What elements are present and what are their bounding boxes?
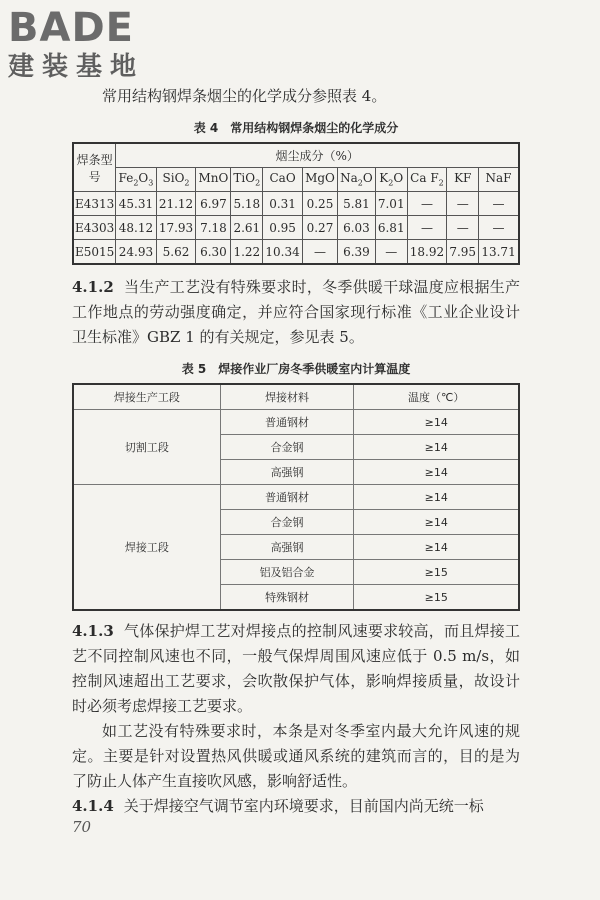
formula-sub: 2: [357, 178, 363, 188]
formula-sub: 2: [184, 178, 190, 188]
formula-sub: 2: [388, 178, 394, 188]
table4-col-header: [196, 168, 231, 192]
formula-part: KF: [454, 171, 472, 186]
table5-col-header: 温度（℃）: [354, 384, 519, 410]
section-4-1-2: [72, 275, 520, 350]
table-cell: 2.61: [231, 216, 263, 240]
table-cell: E5015: [73, 240, 116, 265]
section-number: 4.1.3: [72, 622, 114, 640]
table-cell: 17.93: [156, 216, 196, 240]
table-cell: 0.27: [302, 216, 337, 240]
logo-wordmark: BADE: [8, 5, 134, 51]
table5-header-row: [73, 384, 519, 410]
site-logo: [8, 6, 178, 82]
table-cell: 普通钢材: [220, 410, 354, 435]
formula-part: O: [393, 171, 404, 186]
formula-part: MgO: [305, 171, 335, 186]
table4-subheader-row: [73, 168, 519, 192]
table4-col-header: [337, 168, 375, 192]
table-row: [73, 485, 519, 510]
table4-col-header: [407, 168, 447, 192]
table-cell: 10.34: [263, 240, 303, 265]
section-text: 气体保护焊工艺对焊接点的控制风速要求较高，而且焊接工艺不同控制风速也不同，一般气保焊周围风速应低于 0.5 m/s，如控制风速超出工艺要求，会吹散保护气体，影响焊接质量，故设计时必须考虑焊接工艺要求。: [72, 622, 520, 715]
table4-col-header: [302, 168, 337, 192]
table-cell: 合金钢: [220, 435, 354, 460]
formula-part: TiO: [233, 171, 256, 186]
table-cell: 0.31: [263, 192, 303, 216]
section-4-1-3-para2: 如工艺没有特殊要求时，本条是对冬季室内最大允许风速的规定。主要是针对设置热风供暖或通风系统的建筑而言的，目的是为了防止人体产生直接吹风感，影响舒适性。: [72, 722, 520, 790]
table-cell: —: [479, 216, 519, 240]
table-cell: 5.62: [156, 240, 196, 265]
table4-caption: 表 4 常用结构钢焊条烟尘的化学成分: [193, 121, 399, 135]
table-cell: ≥14: [354, 410, 519, 435]
intro-paragraph: 常用结构钢焊条烟尘的化学成分参照表 4。: [102, 87, 387, 105]
table5-col-header: 焊接生产工段: [73, 384, 220, 410]
section-text: 关于焊接空气调节室内环境要求，目前国内尚无统一标: [123, 797, 484, 815]
section-4-1-4: [72, 794, 520, 819]
formula-sub: 3: [148, 178, 154, 188]
table-cell: ≥14: [354, 535, 519, 560]
page-number: 70: [72, 818, 92, 836]
table-cell: 48.12: [116, 216, 156, 240]
table-cell: 铝及铝合金: [220, 560, 354, 585]
section-number: 4.1.2: [72, 278, 114, 296]
formula-part: O: [362, 171, 373, 186]
logo-subtitle: 建装基地: [8, 52, 145, 82]
section-4-1-3: [72, 619, 520, 719]
formula-part: Fe: [118, 171, 134, 186]
table-cell: —: [302, 240, 337, 265]
table-cell: —: [407, 216, 447, 240]
table-cell: ≥14: [354, 435, 519, 460]
formula-part: NaF: [485, 171, 512, 186]
table-cell: 6.81: [375, 216, 407, 240]
table-row: [73, 410, 519, 435]
table5-group-cell: 切割工段: [73, 410, 220, 485]
table-cell: 6.30: [196, 240, 231, 265]
table4-col-header: 焊条型号: [73, 143, 116, 192]
formula-part: MnO: [198, 171, 229, 186]
table-row: [73, 216, 519, 240]
table-cell: ≥15: [354, 560, 519, 585]
formula-sub: 2: [255, 178, 261, 188]
section-number: 4.1.4: [72, 797, 114, 815]
table-cell: ≥15: [354, 585, 519, 611]
formula-part: Na: [340, 171, 358, 186]
table-cell: ≥14: [354, 460, 519, 485]
table-cell: E4303: [73, 216, 116, 240]
table-row: [73, 240, 519, 265]
table4-col-header: [479, 168, 519, 192]
table-cell: 7.95: [447, 240, 479, 265]
table-cell: 1.22: [231, 240, 263, 265]
table-cell: 24.93: [116, 240, 156, 265]
table-cell: 13.71: [479, 240, 519, 265]
table-cell: 6.03: [337, 216, 375, 240]
table5-caption: 表 5 焊接作业厂房冬季供暖室内计算温度: [181, 362, 411, 376]
table-cell: 6.97: [196, 192, 231, 216]
table4-header-row: [73, 143, 519, 168]
table-cell: 7.01: [375, 192, 407, 216]
table5-group-cell: 焊接工段: [73, 485, 220, 611]
table-cell: 45.31: [116, 192, 156, 216]
table-cell: E4313: [73, 192, 116, 216]
table-cell: —: [479, 192, 519, 216]
table4-col-header: [231, 168, 263, 192]
table-cell: 5.18: [231, 192, 263, 216]
table-cell: 0.25: [302, 192, 337, 216]
table-cell: 18.92: [407, 240, 447, 265]
table4-col-header: [263, 168, 303, 192]
table-cell: 普通钢材: [220, 485, 354, 510]
formula-sub: 2: [438, 178, 444, 188]
table4-col-header: [116, 168, 156, 192]
table-cell: 合金钢: [220, 510, 354, 535]
table5-col-header: 焊接材料: [220, 384, 354, 410]
formula-part: Ca F: [410, 171, 439, 186]
table-cell: —: [375, 240, 407, 265]
section-text: 当生产工艺没有特殊要求时，冬季供暖干球温度应根据生产工作地点的劳动强度确定，并应符合国家现行标准《工业企业设计卫生标准》GBZ 1 的有关规定，参见表 5。: [72, 278, 520, 346]
formula-part: K: [379, 171, 389, 186]
formula-part: O: [138, 171, 149, 186]
table-cell: ≥14: [354, 485, 519, 510]
page-content: [72, 84, 520, 819]
formula-part: CaO: [269, 171, 296, 186]
table-cell: —: [447, 192, 479, 216]
table-cell: ≥14: [354, 510, 519, 535]
table-cell: 7.18: [196, 216, 231, 240]
table4-group-header: 烟尘成分（%）: [116, 143, 519, 168]
table-cell: 0.95: [263, 216, 303, 240]
table4: [72, 142, 520, 265]
table-row: [73, 192, 519, 216]
table-cell: —: [407, 192, 447, 216]
table4-col-header: [375, 168, 407, 192]
table-cell: 21.12: [156, 192, 196, 216]
table5: [72, 383, 520, 611]
table-cell: 5.81: [337, 192, 375, 216]
formula-part: SiO: [162, 171, 185, 186]
table-cell: 高强钢: [220, 460, 354, 485]
table-cell: 高强钢: [220, 535, 354, 560]
table4-col-header: [156, 168, 196, 192]
table-cell: 特殊钢材: [220, 585, 354, 611]
formula-sub: 2: [133, 178, 139, 188]
table-cell: —: [447, 216, 479, 240]
table-cell: 6.39: [337, 240, 375, 265]
table4-col-header: [447, 168, 479, 192]
